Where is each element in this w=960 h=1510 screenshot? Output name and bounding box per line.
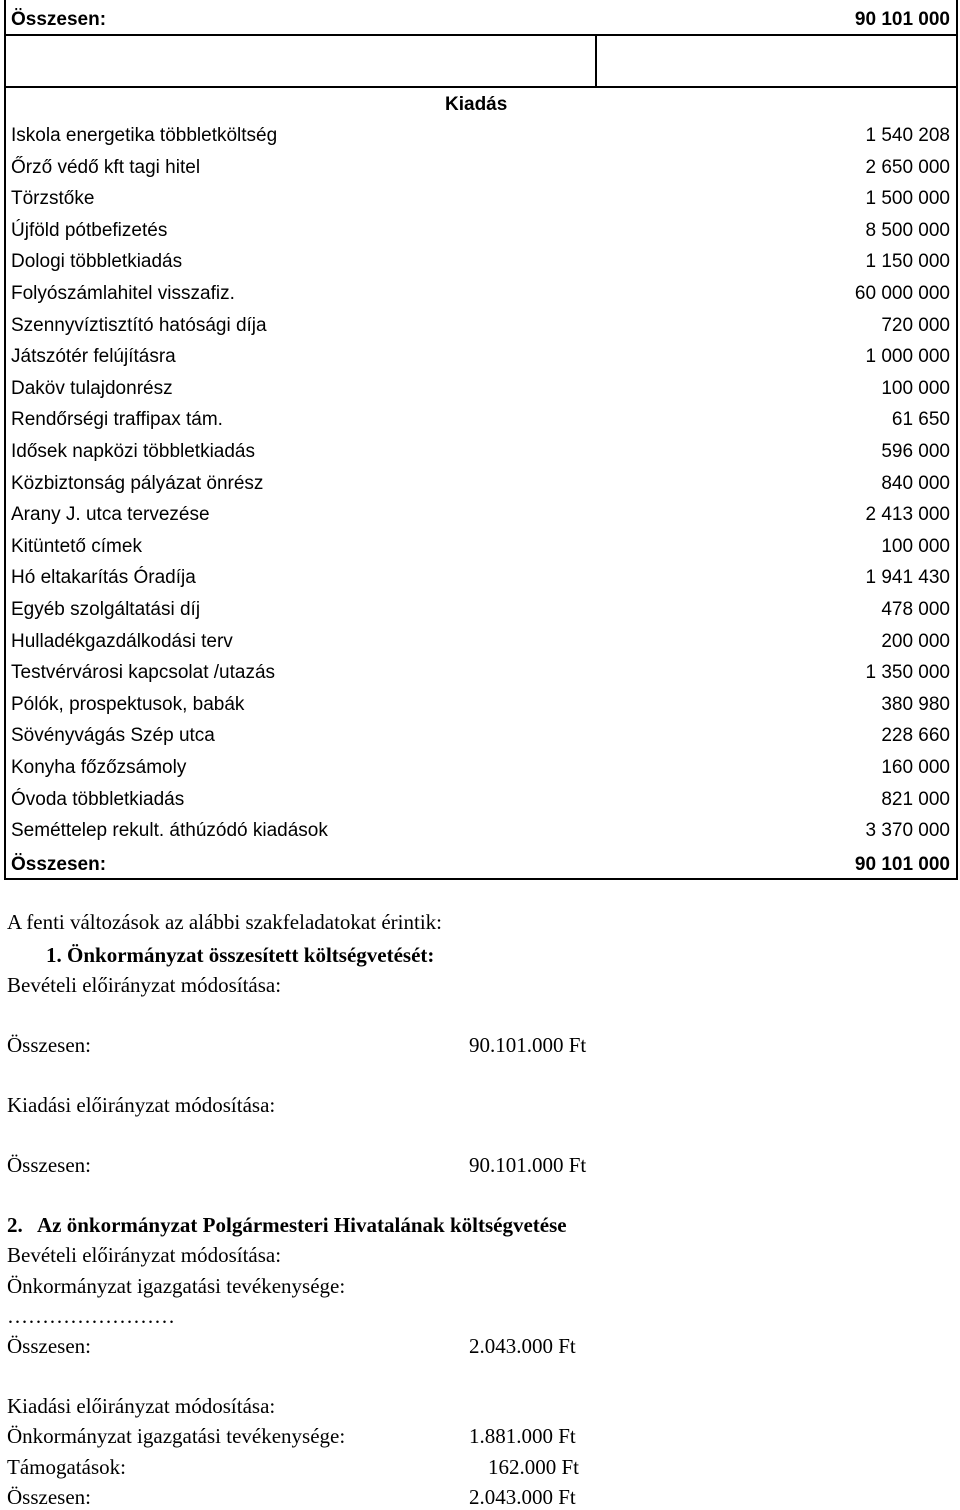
- table-row-label: Kitüntető címek: [11, 536, 142, 557]
- table-row-value: 720 000: [881, 315, 950, 336]
- table-row-value: 1 941 430: [865, 567, 950, 588]
- section-1-expense-total-value: 90.101.000 Ft: [469, 1153, 587, 1177]
- table-row-value: 1 150 000: [865, 251, 950, 272]
- table-border-left: [4, 0, 6, 880]
- table-row-value: 61 650: [891, 409, 950, 430]
- section-2-expense-item1-label: Önkormányzat igazgatási tevékenysége:: [7, 1424, 346, 1448]
- section-2-expense-item2-value: 162.000 Ft: [488, 1455, 580, 1479]
- table-row-label: Dologi többletkiadás: [11, 251, 183, 272]
- table-line-top-total: [4, 34, 958, 36]
- table-line-bottom: [4, 878, 958, 880]
- section-2-expense-item2-label: Támogatások:: [7, 1455, 126, 1479]
- section-2-revenue-total-value: 2.043.000 Ft: [469, 1334, 576, 1358]
- section-1-expense-total-label: Összesen:: [7, 1153, 91, 1177]
- top-total-label: Összesen:: [11, 9, 107, 30]
- section-1-revenue-label: Bevételi előirányzat módosítása:: [7, 973, 282, 997]
- section-1-revenue-total-label: Összesen:: [7, 1033, 91, 1057]
- table-border-right: [956, 0, 958, 880]
- table-row-label: Iskola energetika többletköltség: [11, 125, 278, 146]
- bottom-total-value: 90 101 000: [854, 854, 950, 875]
- table-row-value: 1 000 000: [865, 346, 950, 367]
- section-1-revenue-total-value: 90.101.000 Ft: [469, 1033, 587, 1057]
- section-2-expense-label: Kiadási előirányzat módosítása:: [7, 1394, 276, 1418]
- table-row-value: 228 660: [881, 725, 950, 746]
- section-2-expense-total-label: Összesen:: [7, 1485, 91, 1509]
- section-2-heading-number: 2.: [7, 1213, 23, 1237]
- table-row-label: Hó eltakarítás Óradíja: [11, 567, 196, 588]
- table-row-value: 478 000: [881, 599, 950, 620]
- section-2-expense-item1-value: 1.881.000 Ft: [469, 1424, 576, 1448]
- table-row-label: Óvoda többletkiadás: [11, 789, 185, 810]
- table-row-value: 1 540 208: [865, 125, 950, 146]
- table-row-label: Játszótér felújításra: [11, 346, 176, 367]
- section-1-heading: 1. Önkormányzat összesített költségvetését:: [46, 943, 435, 967]
- table-row-label: Seméttelep rekult. áthúzódó kiadások: [11, 820, 328, 841]
- table-row-label: Újföld pótbefizetés: [11, 220, 168, 241]
- section-1-expense-label: Kiadási előirányzat módosítása:: [7, 1093, 276, 1117]
- table-row-label: Egyéb szolgáltatási díj: [11, 599, 201, 620]
- table-row-value: 1 500 000: [865, 188, 950, 209]
- table-row-label: Pólók, prospektusok, babák: [11, 694, 245, 715]
- section-title: Kiadás: [445, 94, 508, 115]
- table-row-label: Őrző védő kft tagi hitel: [11, 157, 201, 178]
- table-row-label: Hulladékgazdálkodási terv: [11, 631, 233, 652]
- section-2-heading: Az önkormányzat Polgármesteri Hivatalának költségvetése: [37, 1213, 567, 1237]
- table-row-value: 596 000: [881, 441, 950, 462]
- table-row-label: Rendőrségi traffipax tám.: [11, 409, 223, 430]
- table-row-value: 2 413 000: [865, 504, 950, 525]
- section-2-revenue-item: Önkormányzat igazgatási tevékenysége:: [7, 1274, 346, 1298]
- table-row-label: Sövényvágás Szép utca: [11, 725, 215, 746]
- table-row-value: 200 000: [881, 631, 950, 652]
- table-row-value: 2 650 000: [865, 157, 950, 178]
- section-2-revenue-total-label: Összesen:: [7, 1334, 91, 1358]
- table-line-header: [4, 86, 958, 88]
- table-row-label: Arany J. utca tervezése: [11, 504, 210, 525]
- table-row-label: Szennyvíztisztító hatósági díja: [11, 315, 267, 336]
- bottom-total-label: Összesen:: [11, 854, 107, 875]
- intro-text: A fenti változások az alábbi szakfeladatokat érintik:: [7, 910, 442, 934]
- table-row-value: 160 000: [881, 757, 950, 778]
- table-row-label: Testvérvárosi kapcsolat /utazás: [11, 662, 276, 683]
- table-row-label: Folyószámlahitel visszafiz.: [11, 283, 235, 304]
- table-row-label: Konyha főzőzsámoly: [11, 757, 187, 778]
- table-row-value: 821 000: [881, 789, 950, 810]
- section-2-expense-total-value: 2.043.000 Ft: [469, 1485, 576, 1509]
- table-row-label: Daköv tulajdonrész: [11, 378, 173, 399]
- table-row-value: 1 350 000: [865, 662, 950, 683]
- table-row-value: 840 000: [881, 473, 950, 494]
- table-row-label: Idősek napközi többletkiadás: [11, 441, 255, 462]
- table-divider-top: [595, 34, 597, 86]
- table-row-value: 100 000: [881, 536, 950, 557]
- table-row-value: 380 980: [881, 694, 950, 715]
- section-2-dots: ……………………: [7, 1304, 175, 1328]
- table-row-value: 8 500 000: [865, 220, 950, 241]
- table-row-label: Törzstőke: [11, 188, 95, 209]
- table-row-value: 100 000: [881, 378, 950, 399]
- table-row-label: Közbiztonság pályázat önrész: [11, 473, 264, 494]
- top-total-value: 90 101 000: [854, 9, 950, 30]
- section-2-revenue-label: Bevételi előirányzat módosítása:: [7, 1243, 282, 1267]
- table-row-value: 60 000 000: [854, 283, 950, 304]
- table-row-value: 3 370 000: [865, 820, 950, 841]
